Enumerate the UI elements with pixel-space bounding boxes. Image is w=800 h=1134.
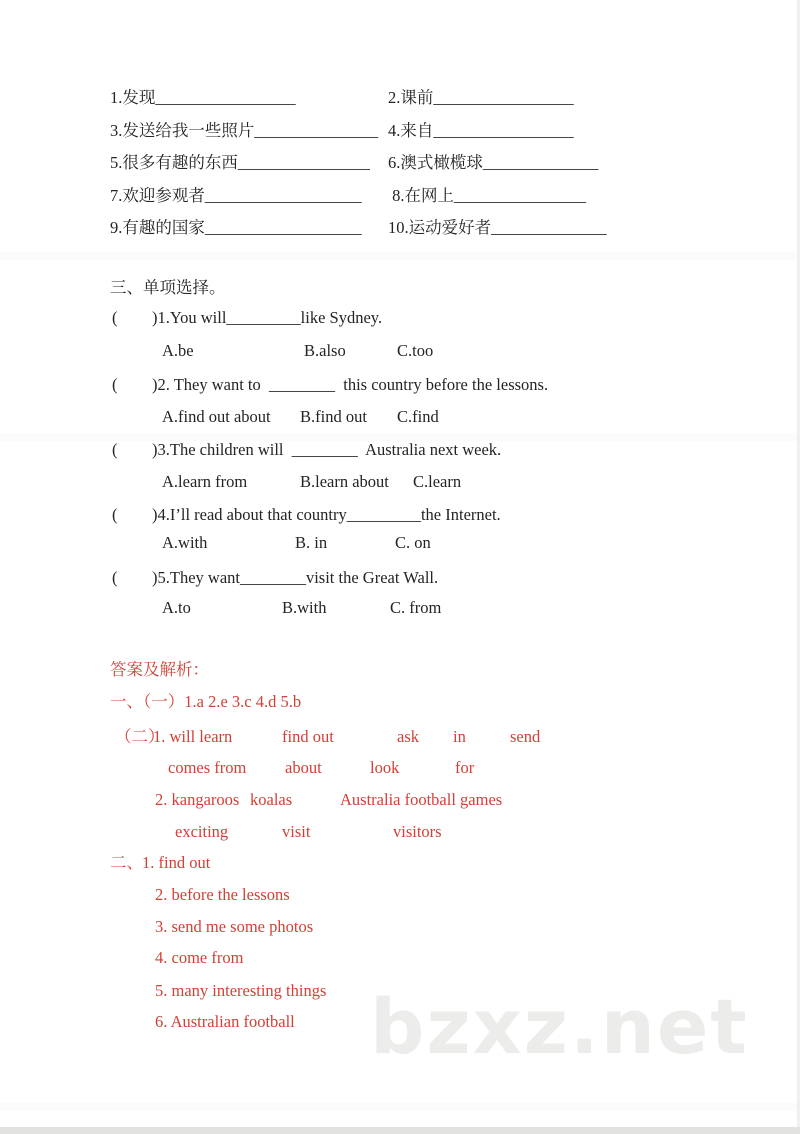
question-text: )5.They want________visit the Great Wall. (152, 568, 439, 587)
answer-paren: ( (112, 375, 118, 394)
answer-word: about (285, 758, 322, 777)
option-b: B. in (295, 533, 328, 552)
answer-paren: ( (112, 505, 118, 524)
answer-word: 2. kangaroos (155, 790, 240, 809)
translation-item-6: 6.澳式橄榄球______________ (388, 153, 599, 172)
translation-item-5: 5.很多有趣的东西________________ (110, 153, 370, 172)
translation-item-9: 9.有趣的国家___________________ (110, 218, 362, 237)
answer-word: find out (282, 727, 334, 746)
answer-word: 1. will learn (153, 727, 233, 746)
answer-paren: ( (112, 308, 118, 327)
translation-item-10: 10.运动爱好者______________ (388, 218, 607, 237)
answer-item: 4. come from (155, 948, 244, 967)
answer-word: Australia football games (340, 790, 503, 809)
option-c: C.find (397, 407, 439, 426)
answer-item: 6. Australian football (155, 1012, 295, 1031)
option-a: A.with (162, 533, 208, 552)
answer-word: visitors (393, 822, 442, 841)
option-a: A.learn from (162, 472, 248, 491)
answer-item: 3. send me some photos (155, 917, 314, 936)
option-a: A.be (162, 341, 194, 360)
translation-item-2: 2.课前_________________ (388, 88, 574, 107)
option-c: C.too (397, 341, 434, 360)
question-text: )1.You will_________like Sydney. (152, 308, 383, 327)
option-c: C.learn (413, 472, 462, 491)
translation-item-8: 8.在网上________________ (388, 186, 586, 205)
option-b: B.learn about (300, 472, 389, 491)
option-a: A.find out about (162, 407, 271, 426)
answer-word: look (370, 758, 400, 777)
option-c: C. on (395, 533, 431, 552)
answer-item: 2. before the lessons (155, 885, 290, 904)
mcq-section-title: 三、单项选择。 (110, 278, 226, 297)
answers-part2-label: （二） (115, 727, 165, 746)
site-watermark: bzxz.net (370, 982, 749, 1071)
page-bottom-strip (0, 1127, 800, 1134)
scan-band (0, 1103, 800, 1111)
question-text: )4.I’ll read about that country_________the Internet. (152, 505, 501, 524)
answer-paren: ( (112, 440, 118, 459)
translation-item-4: 4.来自_________________ (388, 121, 574, 140)
option-a: A.to (162, 598, 191, 617)
option-b: B.with (282, 598, 327, 617)
option-b: B.find out (300, 407, 367, 426)
answers-part3-label: 二、 (110, 853, 143, 872)
question-text: )2. They want to ________ this country before the lessons. (152, 375, 549, 394)
answers-title: 答案及解析： (110, 660, 209, 679)
answers-part1: 一、（一）1.a 2.e 3.c 4.d 5.b (110, 692, 302, 711)
answer-word: koalas (250, 790, 293, 809)
answer-word: send (510, 727, 541, 746)
answer-paren: ( (112, 568, 118, 587)
translation-item-3: 3.发送给我一些照片_______________ (110, 121, 379, 140)
translation-item-1: 1.发现_________________ (110, 88, 296, 107)
answer-word: exciting (175, 822, 229, 841)
answer-word: for (455, 758, 475, 777)
answer-item: 1. find out (142, 853, 211, 872)
translation-item-7: 7.欢迎参观者___________________ (110, 186, 362, 205)
answer-word: comes from (168, 758, 247, 777)
answer-word: visit (282, 822, 311, 841)
answer-word: ask (397, 727, 419, 746)
option-c: C. from (390, 598, 442, 617)
answer-word: in (453, 727, 466, 746)
answer-item: 5. many interesting things (155, 981, 327, 1000)
option-b: B.also (304, 341, 346, 360)
question-text: )3.The children will ________ Australia next week. (152, 440, 502, 459)
